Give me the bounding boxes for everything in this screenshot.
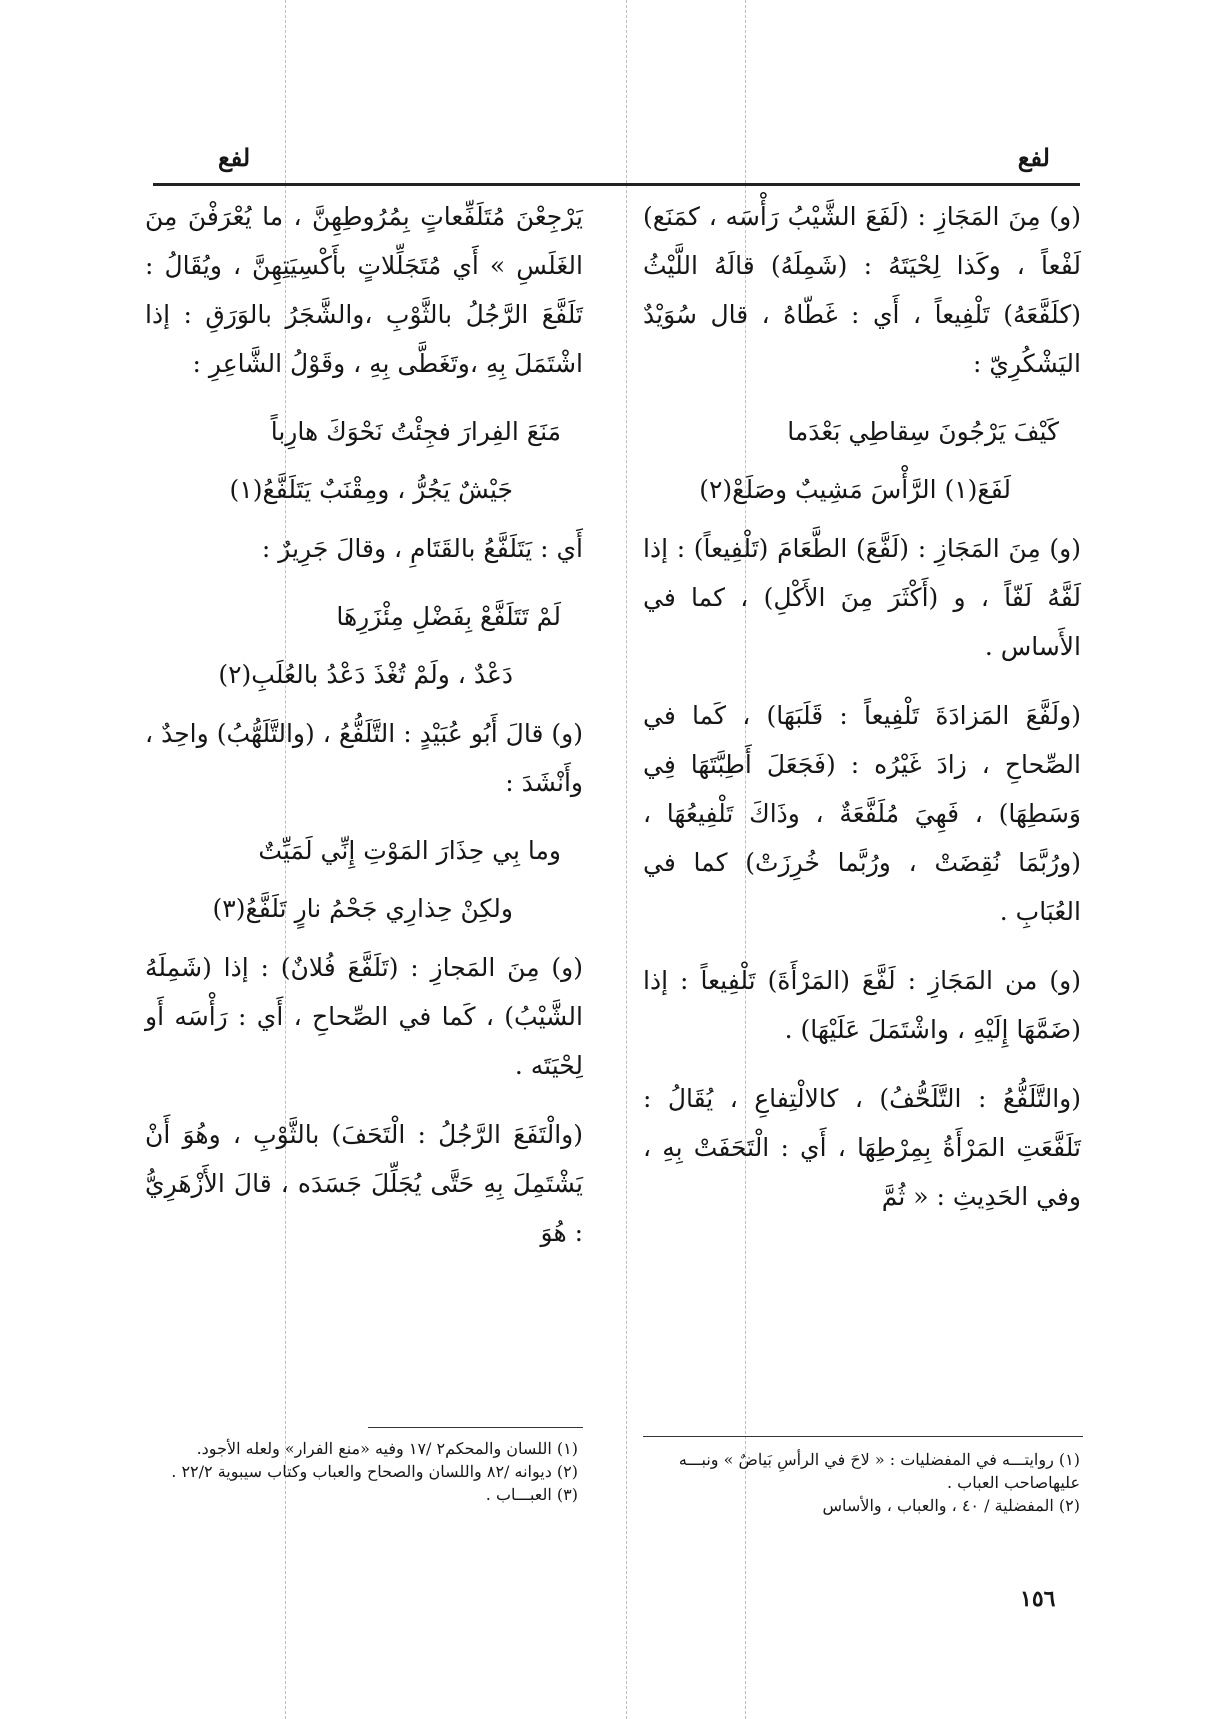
entry-paragraph: (و) مِنَ المَجَازِ : (لَفَعَ الشَّيْبُ رَأْسَه ، كمَنَع) لَفْعاً ، وكَذا لِحْيَتَهُ : (شَمِلَهُ) قالَهُ اللَّيْثُ (كلَفَّعَهُ) تَلْفِيعاً ، أَي : غَطّاهُ ، قال سُوَيْدٌ اليَشْكُرِيّ : (643, 202, 1081, 378)
footnote: (١) روايتـــه في المفضليات : « لاحَ في الرأسِ بَياضٌ » ونبـــه عليهاصاحب العباب . (678, 1450, 1080, 1492)
footnote-rule-left (368, 1427, 583, 1428)
footnotes-left (148, 1437, 578, 1506)
entry-paragraph: (و) مِنَ المَجَازِ : (لَفَّعَ) الطَّعَامَ (تَلْفِيعاً) : إذا لَفَّهُ لَفّاً ، و (أَكْثَرَ مِنَ الأَكْلِ) ، كما في الأَساس . (643, 534, 1081, 661)
verse-line: لَفَعَ(١) الرَّأْسَ مَشِيبٌ وصَلَعْ(٢) (699, 475, 1011, 504)
running-headword-right: لفع (1017, 143, 1050, 172)
page-number: ١٥٦ (1020, 1586, 1056, 1612)
footnote: (٢) ديوانه /٨٢ واللسان والصحاح والعباب وكتاب سيبوية ٢٢/٢ . (171, 1462, 578, 1481)
header-rule (153, 183, 1080, 186)
footnote-rule-right (643, 1436, 1083, 1437)
entry-paragraph: يَرْجِعْنَ مُتَلَفِّعاتٍ بِمُرُوطِهِنَّ ، ما يُعْرَفْنَ مِنَ الغَلَسِ » أَي مُتَجَلِّلاتٍ بأَكْسِيَتِهِنَّ ، ويُقَالُ : تَلَفَّعَ الرَّجُلُ بالثَّوْبِ ،والشَّجَرُ بالوَرَقِ : إذا اشْتَمَلَ بِهِ ،وتَغَطَّى بِهِ ، وقَوْلُ الشَّاعِرِ : (145, 202, 583, 378)
right-column (643, 192, 1081, 1241)
running-headword-left: لفع (218, 143, 251, 172)
verse-line: كَيْفَ يَرْجُونَ سِقاطِي بَعْدَما (787, 417, 1059, 446)
entry-paragraph: (والتَّلَفُّعُ : التَّلَحُّفُ) ، كالالْتِفاعِ ، يُقَالُ : تَلَفَّعَتِ المَرْأَةُ بِمِرْطِهَا ، أَي : الْتَحَفَتْ بِهِ ، وفي الحَدِيثِ : « ثُمَّ (643, 1084, 1081, 1211)
footnote: (١) اللسان والمحكم٢ /١٧ وفيه «منع الفرار» ولعله الأجود. (196, 1439, 578, 1458)
fold-line (626, 0, 627, 1719)
left-column (145, 192, 583, 1277)
entry-paragraph: أَي : يَتَلَفَّعُ بالقَتَامِ ، وقالَ جَرِيرٌ : (261, 534, 583, 563)
verse-line: دَعْدٌ ، ولَمْ تُغْذَ دَعْدُ بالعُلَبِ(٢) (218, 660, 513, 689)
entry-paragraph: (و) قالَ أَبُو عُبَيْدٍ : التَّلَفُّعُ ، (والتَّلَهُّبُ) واحِدٌ ، وأَنْشَدَ : (145, 719, 583, 797)
entry-paragraph: (و) من المَجَازِ : لَفَّعَ (المَرْأَةَ) تَلْفِيعاً : إذا (ضَمَّهَا إِلَيْهِ ، واشْتَمَلَ عَلَيْهَا) . (643, 966, 1081, 1044)
verse-line: وما بِي حِذَارَ المَوْتِ إِنِّي لَمَيِّتٌ (258, 836, 561, 865)
footnote: (٢) المفضلية / ٤٠ ، والعباب ، والأساس (822, 1496, 1080, 1515)
verse-line: لَمْ تَتَلَفَّعْ بِفَضْلِ مِئْزَرِهَا (336, 602, 561, 631)
footnote: (٣) العبـــاب . (485, 1485, 578, 1504)
entry-paragraph: (ولَفَّعَ المَزادَةَ تَلْفِيعاً : قَلَبَهَا) ، كَما في الصِّحاحِ ، زادَ غَيْرُه : (فَجَعَلَ أَطِبَّتَهَا فِي وَسَطِهَا) ، فَهِيَ مُلَفَّعَةٌ ، وذَاكَ تَلْفِيعُهَا ، (ورُبَّمَا نُقِضَتْ ، ورُبَّما خُرِزَتْ) كما في العُبَابِ . (643, 701, 1081, 926)
entry-paragraph: (والْتَفَعَ الرَّجُلُ : الْتَحَفَ) بالثَّوْبِ ، وهُوَ أَنْ يَشْتَمِلَ بِهِ حَتَّى يُجَلِّلَ جَسَدَه ، قالَ الأَزْهَرِيُّ : هُوَ (145, 1120, 583, 1247)
verse-line: ولكِنْ حِذارِي جَحْمُ نارٍ تَلَفَّعُ(٣) (212, 894, 513, 923)
verse-line: جَيْشٌ يَجُرُّ ، ومِقْنَبٌ يَتَلَفَّعُ(١) (229, 475, 513, 504)
entry-paragraph: (و) مِنَ المَجازِ : (تَلَفَّعَ فُلانٌ) : إذا (شَمِلَهُ الشَّيْبُ) ، كَما في الصِّحاحِ ، أَي : رَأْسَه أَو لِحْيَتَه . (145, 953, 583, 1080)
footnotes-right (650, 1448, 1080, 1517)
verse-line: مَنَعَ الفِرارَ فجِئْتُ نَحْوَكَ هارِباً (270, 417, 561, 446)
